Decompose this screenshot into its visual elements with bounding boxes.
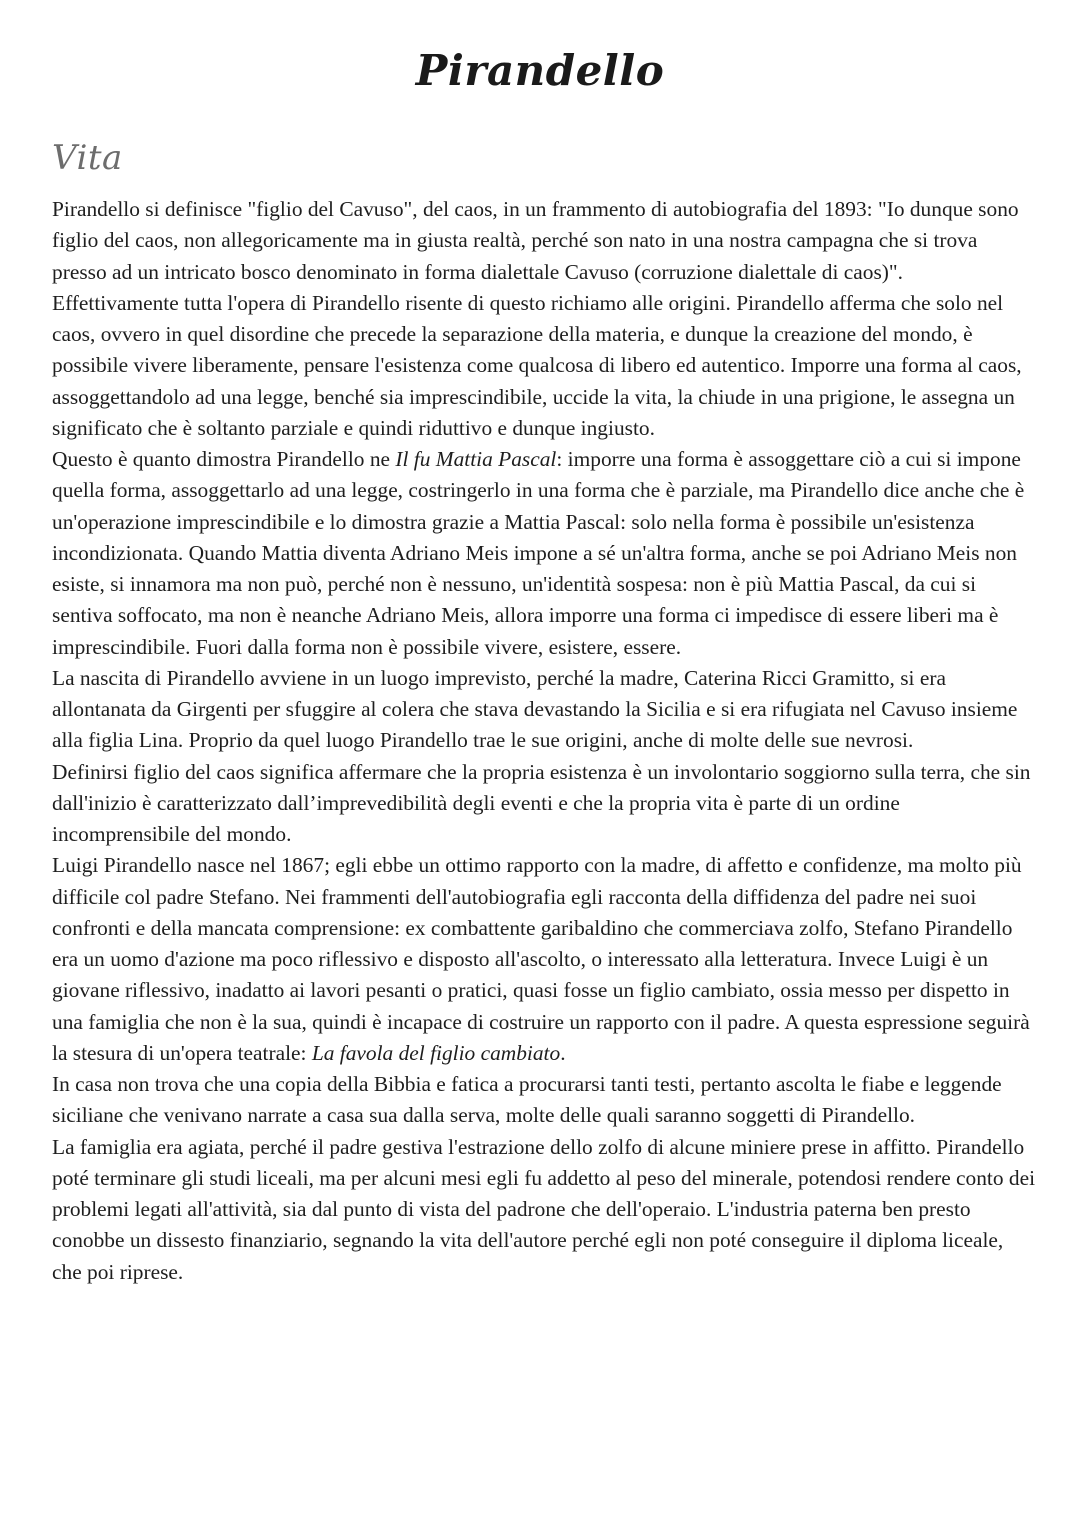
work-title-la-favola-del-figlio-cambiato: La favola del figlio cambiato [311,1040,561,1065]
paragraph-4: La nascita di Pirandello avviene in un luogo imprevisto, perché la madre, Caterina Ricci Gramitto, si era allontanata da Girgenti per sfuggire al colera che stava devastando la Sicilia e si era rifugiata nel Cavuso insieme alla figlia Lina. Proprio da quel luogo Pirandello trae le sue origini, anche di molte delle sue nevrosi. [52,665,1018,753]
section-heading-vita: Vita [52,138,123,178]
document-title: Pirandello [415,46,665,95]
paragraph-8: La famiglia era agiata, perché il padre gestiva l'estrazione dello zolfo di alcune miniere prese in affitto. Pirandello poté terminare gli studi liceali, ma per alcuni mesi egli fu addetto al peso del minerale, potendosi rendere conto dei problemi legati all'attività, sia dal punto di vista del padrone che dell'operaio. L'industria paterna ben presto conobbe un dissesto finanziario, segnando la vita dell'autore perché egli non poté conseguire il diploma liceale, che poi riprese. [52,1134,1036,1284]
paragraph-3-text-after: : imporre una forma è assoggettare ciò a cui si impone quella forma, assoggettarlo ad una legge, costringerlo in una forma che è parziale, ma Pirandello dice anche che è un'operazione imprescindibile e lo dimostra grazie a Mattia Pascal: solo nella forma è possibile un'esistenza incondizionata. Quando Mattia diventa Adriano Meis impone a sé un'altra forma, anche se poi Adriano Meis non esiste, si innamora ma non può, perché non è nessuno, un'identità sospesa: non è più Mattia Pascal, da cui si sentiva soffocato, ma non è neanche Adriano Meis, allora imporre una forma ci impedisce di essere liberi ma è imprescindibile. Fuori dalla forma non è possibile vivere, esistere, essere. [52,447,1025,659]
paragraph-3 [52,444,1037,663]
paragraph-7: In casa non trova che una copia della Bibbia e fatica a procurarsi tanti testi, pertanto ascolta le fiabe e leggende siciliane che venivano narrate a casa sua dalla serva, molte delle quali saranno soggetti di Pirandello. [52,1072,1002,1128]
document-body [52,194,1037,1288]
paragraph-5: Definirsi figlio del caos significa affermare che la propria esistenza è un involontario soggiorno sulla terra, che sin dall'inizio è caratterizzato dall’imprevedibilità degli eventi e che la propria vita è parte di un ordine incomprensibile del mondo. [52,759,1031,846]
paragraph-3-text-before: Questo è quanto dimostra Pirandello ne [52,447,396,471]
book-title-il-fu-mattia-pascal: Il fu Mattia Pascal [395,447,557,471]
paragraph-1: Pirandello si definisce "figlio del Cavuso", del caos, in un frammento di autobiografia del 1893: "Io dunque sono figlio del caos, non allegoricamente ma in giusta realtà, perché son nato in una nostra campagna che si trova presso ad un intricato bosco denominato in forma dialettale Cavuso (corruzione dialettale di caos)". [52,197,1019,284]
paragraph-2: Effettivamente tutta l'opera di Pirandello risente di questo richiamo alle origini. Pirandello afferma che solo nel caos, ovvero in quel disordine che precede la separazione della materia, e dunque la creazione del mondo, è possibile vivere liberamente, pensare l'esistenza come qualcosa di libero ed autentico. Imporre una forma al caos, assoggettandolo ad una legge, benché sia imprescindibile, uccide la vita, la chiude in una prigione, le assegna un significato che è soltanto parziale e quindi riduttivo e dunque ingiusto. [52,290,1022,440]
paragraph-6 [52,850,1037,1069]
paragraph-6-text-after: . [560,1040,566,1065]
paragraph-6-text-before: Luigi Pirandello nasce nel 1867; egli ebbe un ottimo rapporto con la madre, di affetto e confidenze, ma molto più difficile col padre Stefano. Nei frammenti dell'autobiografia egli racconta della diffidenza del padre nei suoi confronti e della mancata comprensione: ex combattente garibaldino che commerciava zolfo, Stefano Pirandello era un uomo d'azione ma poco riflessivo e disposto all'ascolto, o interessato alla letteratura. Invece Luigi è un giovane riflessivo, inadatto ai lavori pesanti o pratici, quasi fosse un figlio cambiato, ossia messo per dispetto in una famiglia che non è la sua, quindi è incapace di costruire un rapporto con il padre. A questa espressione seguirà la stesura di un'opera teatrale: [52,853,1030,1065]
